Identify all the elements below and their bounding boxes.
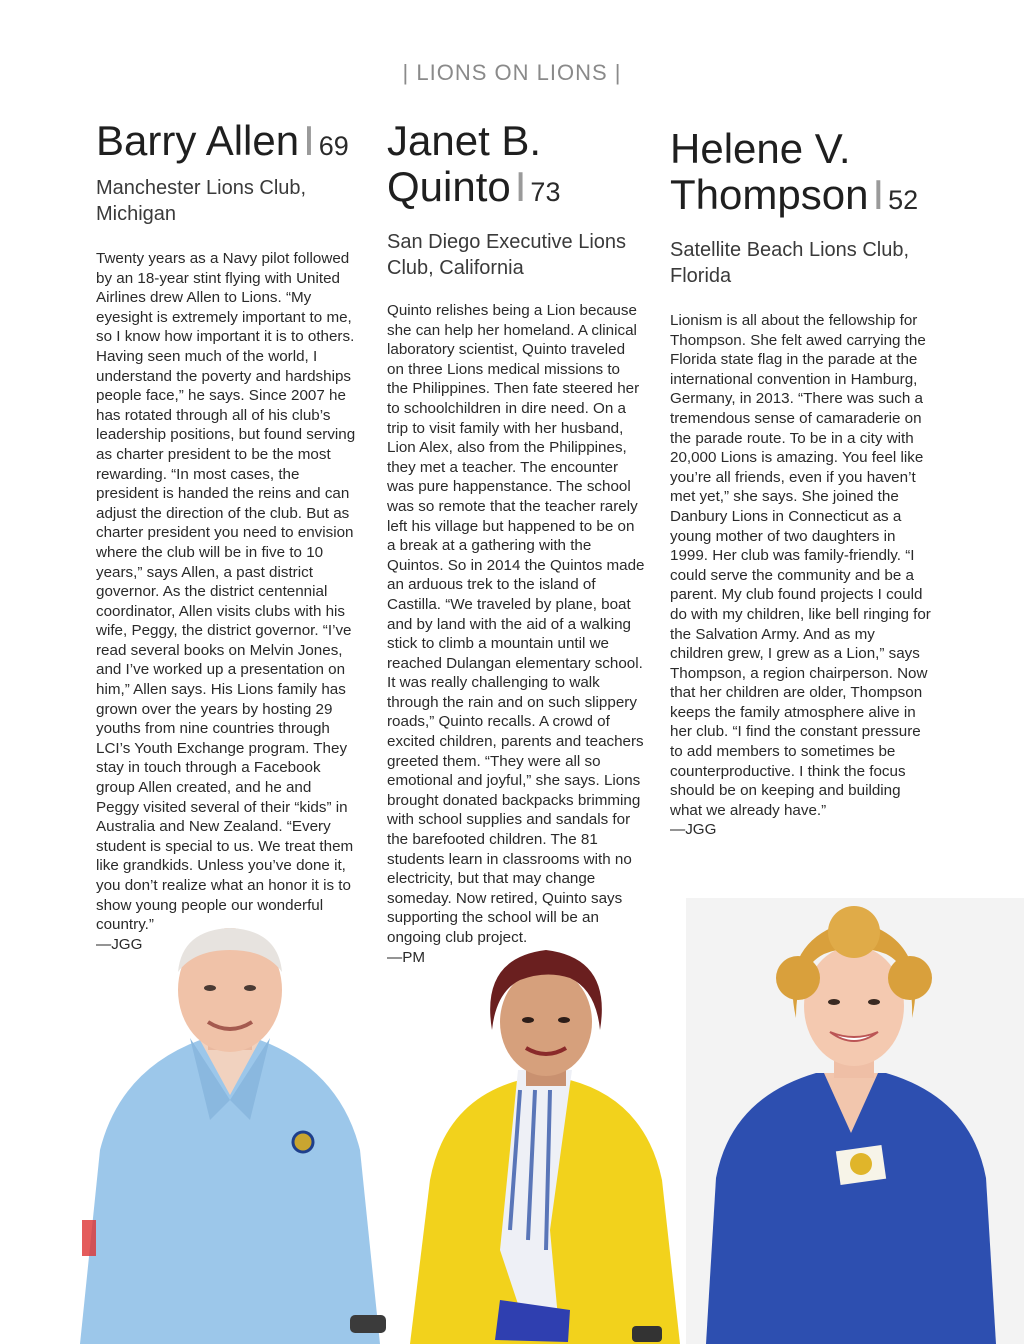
photo-barry-allen (60, 920, 400, 1344)
profile-bio: Quinto relishes being a Lion because she can help her homeland. A clinical laboratory scientist, Quinto traveled on three Lions medical missions to the Philippines. Then fate steered her to schoolchildren in dire need. On a trip to visit family with her husband, Lion Alex, also from the Philippines, they met a teacher. The encounter was pure happenstance. The school was so remote that the teacher rarely left his village but happened to be on a break at a gathering with the Quintos. So in 2014 the Quintos made an arduous trek to the island of Castilla. “We traveled by plane, boat and by land with the aid of a walking stick to climb a mountain until we reached Dulangan elementary school. It was really challenging to walk through the rain and on such slippery roads,” Quinto recalls. A crowd of excited children, parents and teachers greeted them. “They were all so emotional and joyful,” she says. Lions brought donated backpacks brimming with school supplies and sandals for the barefooted children. The 81 students learn in classrooms with no electricity, but that may change someday. Now retired, Quinto says supporting the school will be an ongoing club project. —PM (387, 302, 645, 966)
photo-janet-quinto (400, 930, 690, 1344)
profile-bio: Lionism is all about the fellowship for Thompson. She felt awed carrying the Florida state flag in the parade at the international convention in Hamburg, Germany, in 2013. “There was such a tremendous sense of camaraderie on the parade route. To be in a city with 20,000 Lions is amazing. You feel like you’re all friends, even if you haven’t met yet,” she says. She joined the Danbury Lions in Connecticut as a young mother of two daughters in 1999. Her club was family-friendly. “I could serve the community and be a parent. My club found projects I could do with my children, like bell ringing for the Salvation Army. And as my children grew, I grew as a Lion,” says Thompson, a region chairperson. Now that her children are older, Thompson keeps the family atmosphere alive in her club. “I find the constant pressure to add members to sometimes be counterproductive. I think the focus should be on keeping and building what we already have.” —JGG (670, 312, 931, 839)
portrait-man-illustration (60, 920, 400, 1344)
profile-helene-thompson (670, 118, 932, 840)
profile-name: Barry AllenI 69 (96, 117, 349, 164)
portrait-woman-yellow-illustration (400, 930, 690, 1344)
profile-age: 52 (888, 185, 919, 215)
section-label: | LIONS ON LIONS | (402, 60, 622, 85)
profile-signature: —JGG (670, 821, 717, 839)
profile-bio: Twenty years as a Navy pilot followed by an 18-year stint flying with United Airlines drew Allen to Lions. “My eyesight is extremely important to me, so I know how important it is to others. Having seen much of the world, I understand the poverty and hardships people face,” he says. Since 2007 he has rotated through all of his club’s leadership positions, but found serving as charter president to be the most rewarding. “In most cases, the president is handed the reins and can adjust the direction of the club. But as charter president you need to envision where the club will be in five to 10 years,” says Allen, a past district governor. As the district centennial coordinator, Allen visits clubs with his wife, Peggy, the district governor. “I’ve read several books on Melvin Jones, and I’ve worked up a presentation on him,” Allen says. His Lions family has grown over the years by hosting 29 youths from nine countries through LCI’s Youth Exchange program. They stay in touch through a Facebook group Allen created, and he and Peggy visited several of their “kids” in Australia and New Zealand. “Every student is special to us. We treat them like grandkids. Unless you’ve done it, you don’t realize what an honor it is to show young people our wonderful country.” —JGG (96, 249, 358, 954)
photo-helene-thompson (686, 898, 1024, 1344)
profile-name: Janet B. QuintoI 73 (387, 117, 561, 210)
profile-club: Manchester Lions Club, Michigan (96, 177, 307, 225)
profile-janet-quinto (387, 118, 645, 967)
profile-name: Helene V. ThompsonI 52 (670, 125, 919, 218)
profile-barry-allen (96, 118, 358, 954)
profile-club: Satellite Beach Lions Club, Florida (670, 239, 910, 287)
profile-signature: —PM (387, 948, 425, 966)
profile-signature: —JGG (96, 935, 143, 953)
profile-club: San Diego Executive Lions Club, California (387, 231, 627, 279)
profile-age: 69 (318, 131, 349, 161)
portrait-woman-blue-illustration (686, 898, 1024, 1344)
profile-age: 73 (530, 177, 561, 207)
